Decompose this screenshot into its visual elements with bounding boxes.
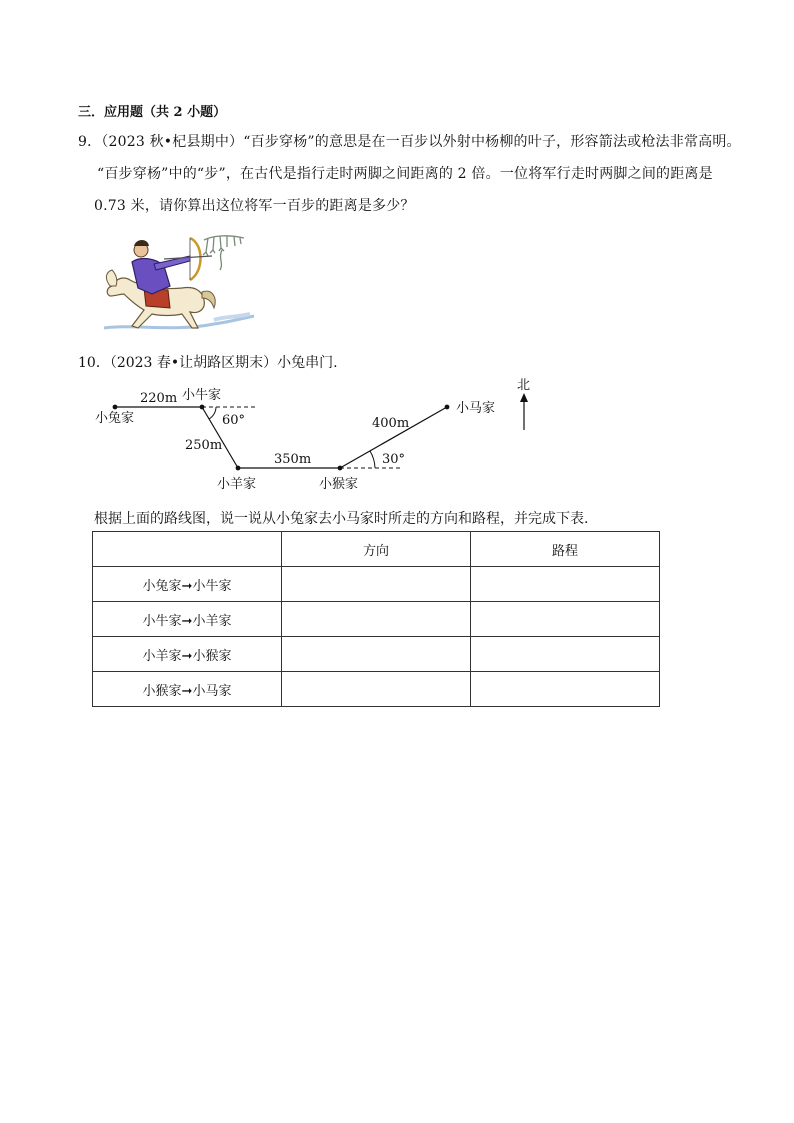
label-distance-350: 350m — [274, 452, 312, 467]
point-horse — [445, 405, 450, 410]
row-label: 小羊家➞小猴家 — [93, 637, 282, 672]
archer-on-horse-illustration — [94, 228, 256, 336]
point-monkey — [338, 466, 343, 471]
table-header-cell — [93, 532, 282, 567]
point-rabbit — [113, 405, 118, 410]
direction-answer-cell[interactable] — [282, 672, 471, 707]
label-north: 北 — [517, 378, 530, 393]
q9-text-line-1: 9．（2023 秋•杞县期中）“百步穿杨”的意思是在一百步以外射中杨柳的叶子，形容箭法或枪法非常高明。 — [78, 134, 741, 150]
section-title: 三．应用题（共 2 小题） — [78, 105, 227, 120]
table-row — [93, 602, 660, 637]
row-label: 小兔家➞小牛家 — [93, 567, 282, 602]
distance-answer-cell[interactable] — [471, 637, 660, 672]
point-cow — [200, 405, 205, 410]
route-answer-table — [92, 531, 660, 707]
row-label: 小猴家➞小马家 — [93, 672, 282, 707]
angle-arc-30 — [370, 451, 375, 468]
label-distance-220: 220m — [140, 391, 178, 406]
distance-answer-cell[interactable] — [471, 567, 660, 602]
table-row — [93, 637, 660, 672]
q10-instruction: 根据上面的路线图，说一说从小兔家去小马家时所走的方向和路程，并完成下表. — [94, 511, 589, 527]
label-distance-400: 400m — [372, 416, 410, 431]
table-header-row — [93, 532, 660, 567]
direction-answer-cell[interactable] — [282, 602, 471, 637]
distance-answer-cell[interactable] — [471, 602, 660, 637]
willow-branch-icon — [203, 236, 244, 270]
label-rabbit-home: 小兔家 — [95, 411, 135, 426]
route-diagram — [90, 378, 530, 493]
angle-arc-60 — [209, 407, 216, 419]
north-arrowhead-icon — [520, 393, 528, 402]
label-angle-60: 60° — [222, 413, 246, 428]
label-angle-30: 30° — [382, 452, 406, 467]
label-cow-home: 小牛家 — [182, 388, 222, 403]
table-row — [93, 672, 660, 707]
q9-text-line-2: “百步穿杨”中的“步”，在古代是指行走时两脚之间距离的 2 倍。一位将军行走时两脚之间的距离是 — [97, 166, 713, 182]
direction-answer-cell[interactable] — [282, 567, 471, 602]
direction-answer-cell[interactable] — [282, 637, 471, 672]
point-sheep — [236, 466, 241, 471]
table-header-direction: 方向 — [282, 532, 471, 567]
label-distance-250: 250m — [185, 438, 223, 453]
label-monkey-home: 小猴家 — [319, 477, 359, 492]
table-header-distance: 路程 — [471, 532, 660, 567]
table-row — [93, 567, 660, 602]
q10-title: 10．（2023 春•让胡路区期末）小兔串门. — [78, 355, 338, 371]
q9-text-line-3: 0.73 米，请你算出这位将军一百步的距离是多少？ — [94, 198, 415, 214]
distance-answer-cell[interactable] — [471, 672, 660, 707]
label-horse-home: 小马家 — [456, 401, 496, 416]
label-sheep-home: 小羊家 — [217, 477, 257, 492]
row-label: 小牛家➞小羊家 — [93, 602, 282, 637]
